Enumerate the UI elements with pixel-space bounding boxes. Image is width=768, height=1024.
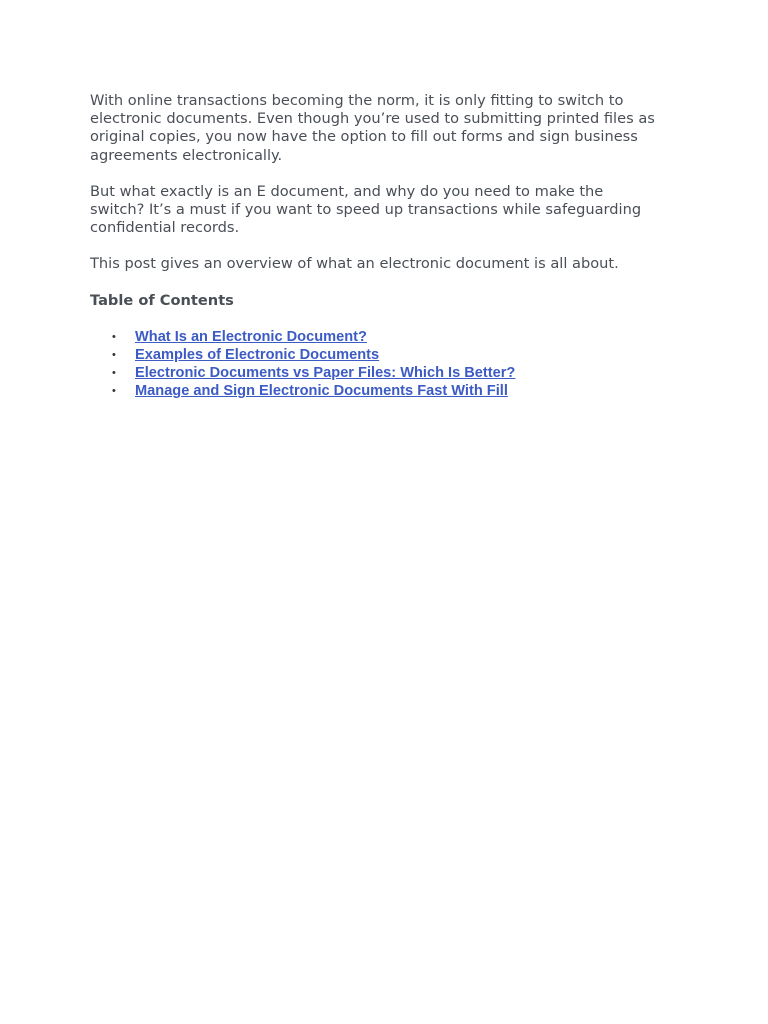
- intro-paragraph-3: [90, 255, 690, 273]
- paragraph-line: confidential records.: [90, 219, 240, 237]
- paragraph-line: This post gives an overview of what an electronic document is all about.: [90, 255, 619, 273]
- paragraph-line: But what exactly is an E document, and why do you need to make the: [90, 182, 604, 200]
- paragraph-line: agreements electronically.: [90, 146, 283, 164]
- toc-link-what-is-electronic-document[interactable]: What Is an Electronic Document?: [135, 328, 367, 345]
- toc-item: [90, 328, 690, 346]
- intro-paragraph-1: [90, 92, 690, 165]
- bullet-icon: •: [112, 385, 116, 398]
- intro-paragraph-2: [90, 183, 690, 238]
- bullet-icon: •: [112, 330, 116, 343]
- toc-link-examples-of-electronic-documents[interactable]: Examples of Electronic Documents: [135, 347, 380, 364]
- toc-list: [90, 328, 690, 401]
- toc-item: [90, 382, 690, 400]
- toc-item: [90, 346, 690, 364]
- document-page: [90, 92, 690, 401]
- toc-link-electronic-vs-paper[interactable]: Electronic Documents vs Paper Files: Which Is Better?: [135, 365, 516, 382]
- paragraph-line: electronic documents. Even though you’re used to submitting printed files as: [90, 110, 655, 128]
- paragraph-line: switch? It’s a must if you want to speed up transactions while safeguarding: [90, 201, 642, 219]
- paragraph-line: With online transactions becoming the norm, it is only fitting to switch to: [90, 92, 624, 109]
- toc-item: [90, 364, 690, 382]
- paragraph-line: original copies, you now have the option to fill out forms and sign business: [90, 128, 638, 146]
- toc-link-manage-and-sign[interactable]: Manage and Sign Electronic Documents Fast With Fill: [135, 383, 508, 400]
- bullet-icon: •: [112, 367, 116, 380]
- bullet-icon: •: [112, 349, 116, 362]
- toc-heading: Table of Contents: [90, 291, 234, 309]
